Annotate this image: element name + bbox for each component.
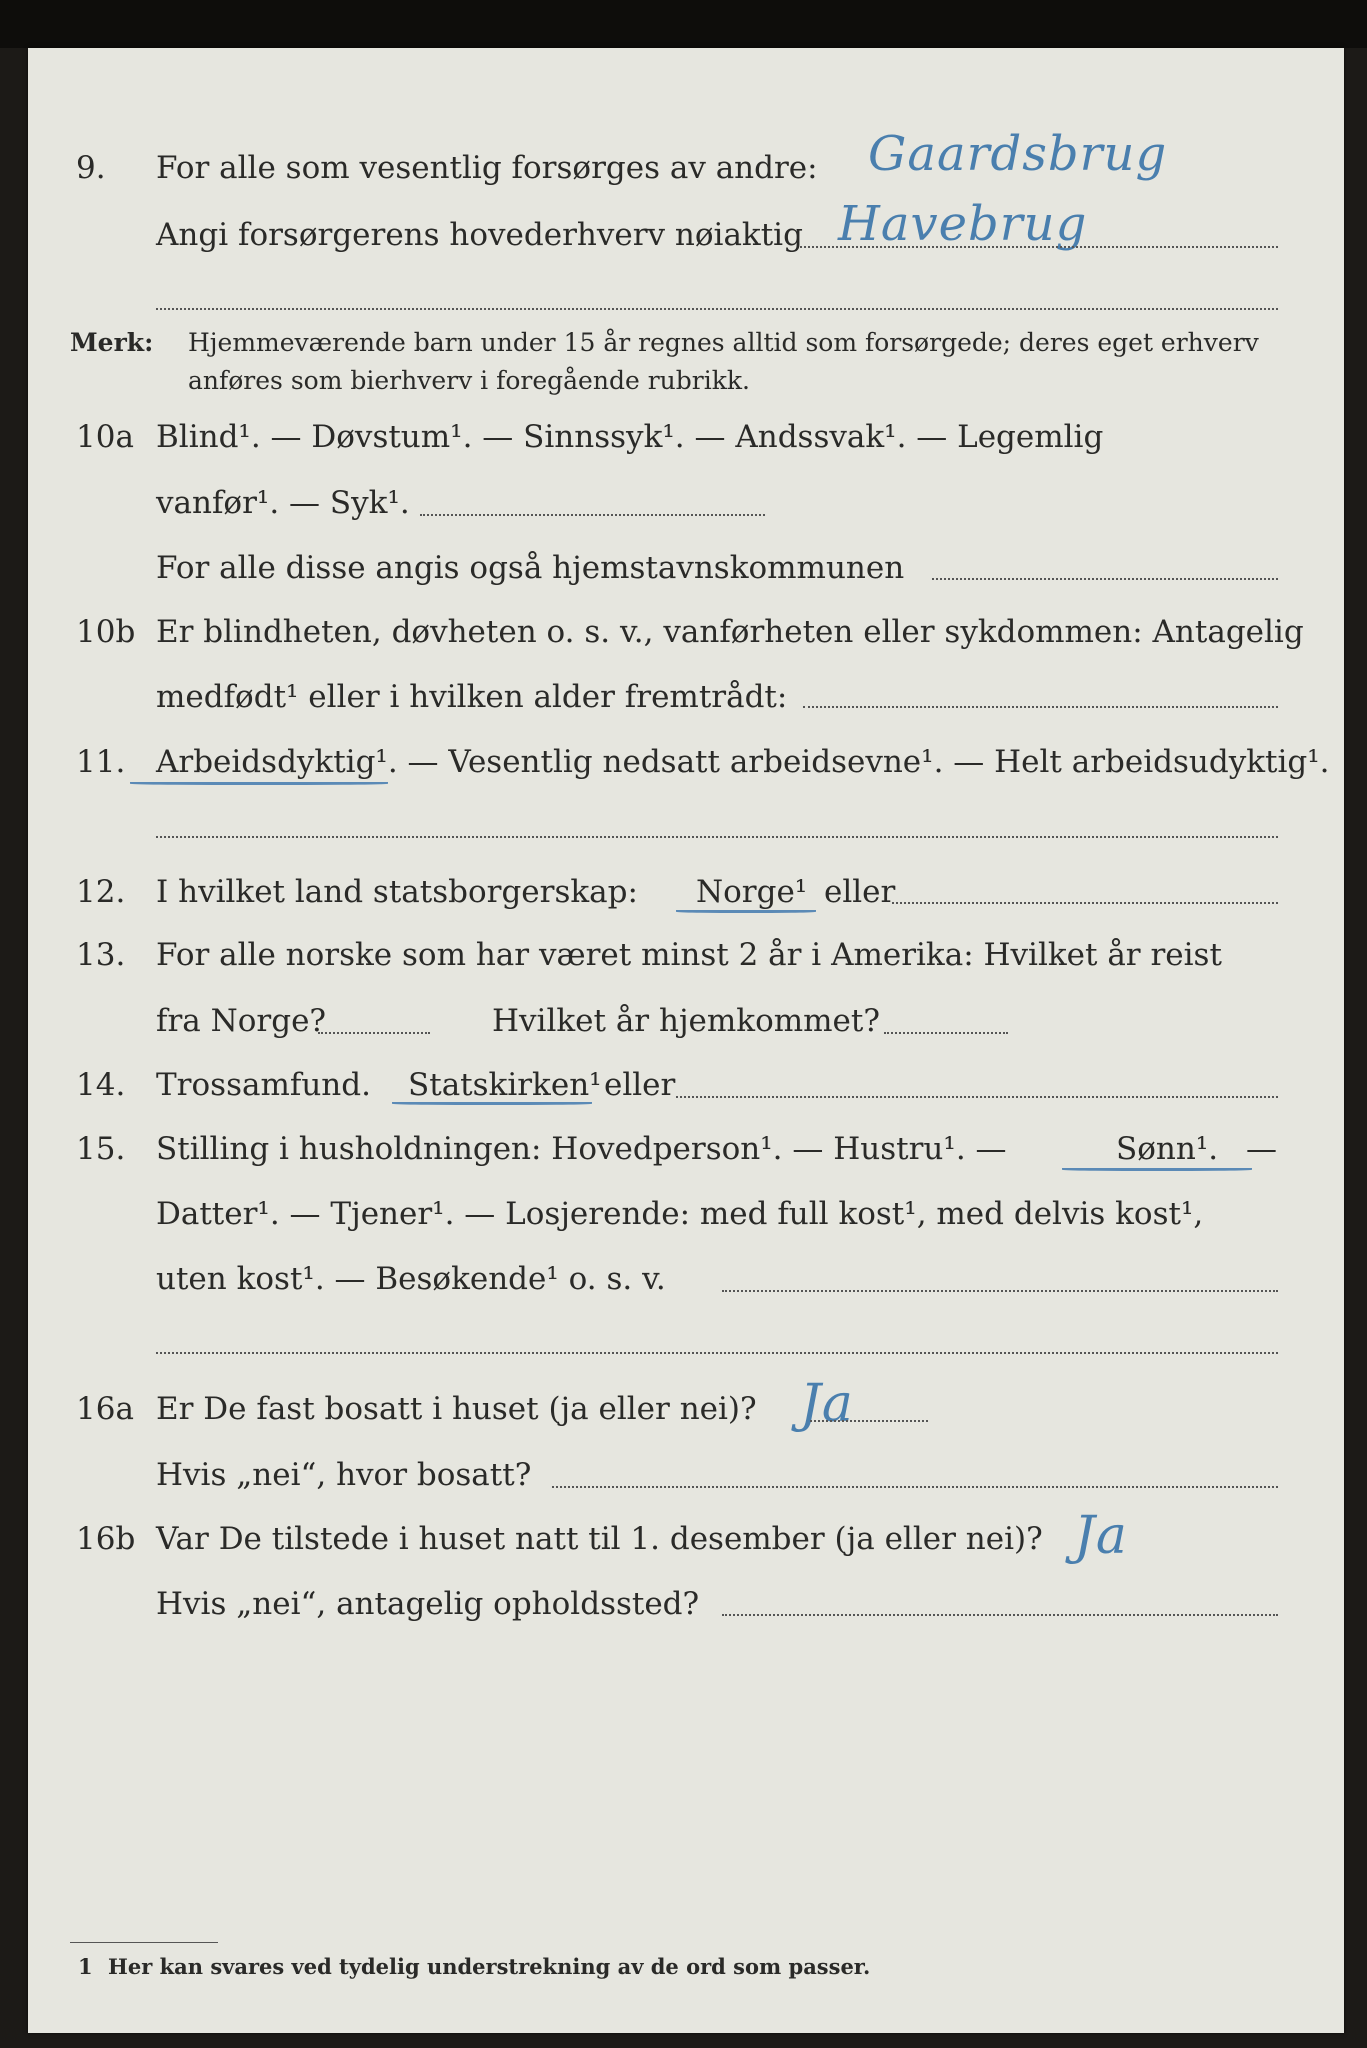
merk-line2: anføres som bierhverv i foregående rubrikk.	[188, 366, 750, 395]
q14-after: eller	[604, 1067, 676, 1103]
q15-handwritten-underline	[1062, 1168, 1252, 1171]
q16b-number: 16b	[76, 1521, 136, 1557]
q11-line1: Arbeidsdyktig¹. — Vesentlig nedsatt arbeidsevne¹. — Helt arbeidsudyktig¹.	[156, 744, 1330, 780]
q10a-line1: Blind¹. — Døvstum¹. — Sinnssyk¹. — Andssvak¹. — Legemlig	[156, 419, 1104, 455]
merk-label: Merk:	[70, 328, 154, 357]
q16a-number: 16a	[76, 1391, 134, 1427]
q10b-line1: Er blindheten, døvheten o. s. v., vanførheten eller sykdommen: Antagelig	[156, 614, 1304, 650]
merk-line1: Hjemmeværende barn under 15 år regnes alltid som forsørgede; deres eget erhverv	[188, 328, 1259, 357]
q10b-fill-line	[803, 706, 1278, 708]
q10a-fill-line2	[932, 578, 1278, 580]
q10a-line2: vanfør¹. — Syk¹.	[156, 485, 410, 521]
q13-fill-line2	[884, 1032, 1008, 1034]
q12-line1: I hvilket land statsborgerskap:	[156, 874, 638, 910]
q16b-handwritten-answer: Ja	[1074, 1506, 1128, 1566]
q16a-line2: Hvis „nei“, hvor bosatt?	[156, 1457, 532, 1493]
q11-number: 11.	[76, 744, 126, 780]
q9-handwritten-answer1: Gaardsbrug	[868, 126, 1168, 182]
footnote-text: Her kan svares ved tydelig understrekning av de ord som passer.	[108, 1954, 871, 1979]
q9-line1: For alle som vesentlig forsørges av andre:	[156, 150, 818, 186]
footnote-marker: 1	[78, 1954, 93, 1979]
q15-number: 15.	[76, 1131, 126, 1167]
q15-dash: —	[1246, 1131, 1277, 1167]
q10b-number: 10b	[76, 614, 136, 650]
q11-handwritten-underline	[130, 782, 388, 785]
scan-top-edge	[0, 0, 1367, 48]
q12-after: eller	[824, 874, 896, 910]
q10a-number: 10a	[76, 419, 134, 455]
q15-fill-line2	[156, 1352, 1278, 1354]
q10b-line2: medfødt¹ eller i hvilken alder fremtrådt:	[156, 679, 788, 715]
footnote-rule	[70, 1942, 218, 1943]
q11-fill-line	[156, 836, 1278, 838]
q16b-line2: Hvis „nei“, antagelig opholdssted?	[156, 1586, 700, 1622]
q13-line1: For alle norske som har været minst 2 år i Amerika: Hvilket år reist	[156, 937, 1222, 973]
q12-option-norge: Norge¹	[696, 874, 808, 910]
q13-line2b: Hvilket år hjemkommet?	[492, 1003, 880, 1039]
q14-fill-line	[676, 1096, 1278, 1098]
q10a-fill-line1	[420, 514, 765, 516]
q16b-fill-line	[722, 1614, 1278, 1616]
q15-line3: uten kost¹. — Besøkende¹ o. s. v.	[156, 1261, 666, 1297]
q9-line2: Angi forsørgerens hovederhverv nøiaktig	[156, 217, 803, 253]
q16a-handwritten-answer: Ja	[800, 1374, 854, 1434]
q9-fill-line	[800, 246, 1278, 248]
q16b-line1: Var De tilstede i huset natt til 1. desember (ja eller nei)?	[156, 1521, 1043, 1557]
q16a-fill-line2	[552, 1486, 1278, 1488]
q12-fill-line	[892, 902, 1278, 904]
q13-fill-line1	[318, 1032, 430, 1034]
q13-line2a: fra Norge?	[156, 1003, 327, 1039]
q14-handwritten-underline	[392, 1102, 592, 1105]
q15-line1: Stilling i husholdningen: Hovedperson¹. — Hustru¹. —	[156, 1131, 1007, 1167]
q14-label: Trossamfund.	[156, 1067, 371, 1103]
q12-number: 12.	[76, 874, 126, 910]
q16a-fill-line1	[810, 1420, 928, 1422]
q13-number: 13.	[76, 937, 126, 973]
q16a-line1: Er De fast bosatt i huset (ja eller nei)?	[156, 1391, 757, 1427]
q10a-line3: For alle disse angis også hjemstavnskommunen	[156, 550, 905, 586]
q9-handwritten-answer2: Havebrug	[838, 196, 1088, 252]
q14-number: 14.	[76, 1067, 126, 1103]
q15-option-sonn: Sønn¹.	[1116, 1131, 1219, 1167]
q14-option-statskirken: Statskirken¹	[408, 1067, 602, 1103]
q15-line2: Datter¹. — Tjener¹. — Losjerende: med full kost¹, med delvis kost¹,	[156, 1196, 1204, 1232]
q9-extra-line	[156, 308, 1278, 310]
q9-number: 9.	[76, 150, 106, 186]
q15-fill-line1	[722, 1290, 1278, 1292]
q12-handwritten-underline	[676, 910, 816, 913]
